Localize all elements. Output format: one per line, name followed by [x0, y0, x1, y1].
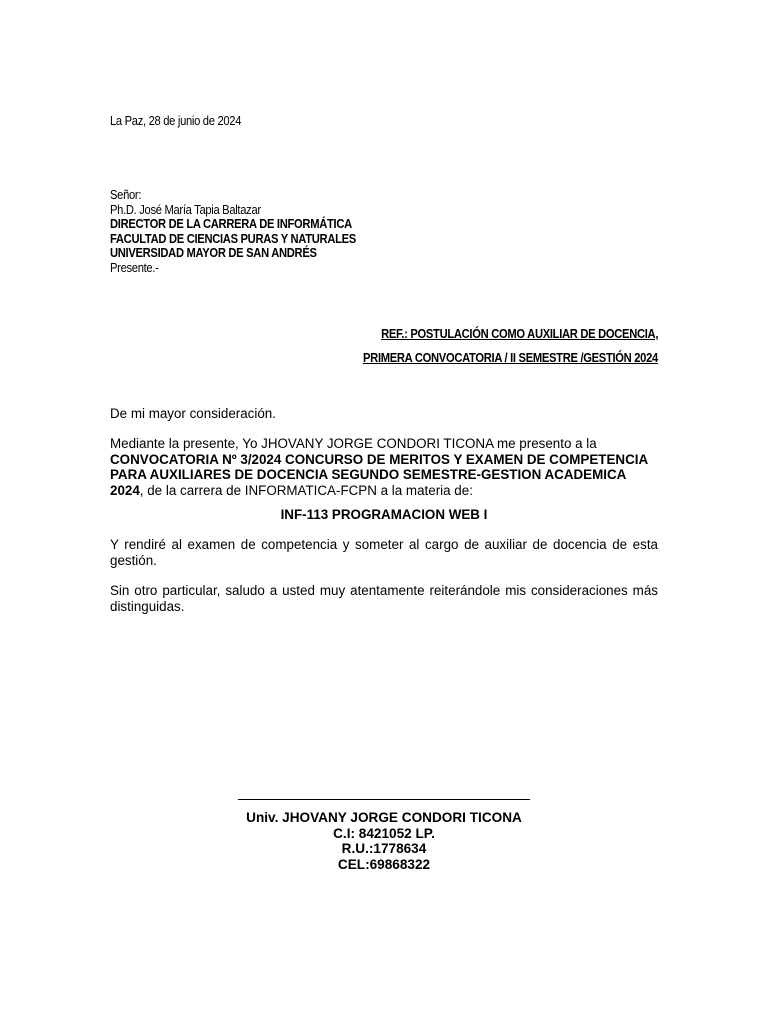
course-subject: INF-113 PROGRAMACION WEB I	[280, 507, 488, 522]
paragraph-outro: , de la carrera de INFORMATICA-FCPN a la materia de:	[139, 482, 473, 498]
recipient-title: DIRECTOR DE LA CARRERA DE INFORMÁTICA	[110, 216, 352, 232]
letter-date: La Paz, 28 de junio de 2024	[110, 113, 242, 128]
paragraph-closing: Sin otro particular, saludo a usted muy atentamente reiterándole mis consideraciones más distinguidas.	[110, 583, 658, 614]
paragraph-intro: Mediante la presente, Yo JHOVANY JORGE CONDORI TICONA me presento a la	[110, 436, 597, 451]
recipient-salutation: Señor:	[110, 187, 142, 202]
recipient-university: UNIVERSIDAD MAYOR DE SAN ANDRÉS	[110, 245, 317, 261]
signature-cel: CEL:69868322	[337, 856, 431, 872]
paragraph-exam: Y rendiré al examen de competencia y someter al cargo de auxiliar de docencia de esta gestión.	[110, 537, 658, 568]
signature-name: Univ. JHOVANY JORGE CONDORI TICONA	[246, 810, 522, 825]
recipient-faculty: FACULTAD DE CIENCIAS PURAS Y NATURALES	[110, 230, 356, 246]
paragraph-application	[110, 436, 658, 498]
convocatoria-title: CONVOCATORIA Nº 3/2024 CONCURSO DE MERITOS Y EXAMEN DE COMPETENCIA PARA AUXILIARES DE DOCENCIA SEGUNDO SEMESTRE-GESTION ACADEMICA 2024	[110, 451, 648, 498]
signature-line	[238, 799, 530, 800]
signature-block	[110, 810, 658, 872]
reference-line-1: REF.: POSTULACIÓN COMO AUXILIAR DE DOCENCIA,	[380, 326, 658, 341]
recipient-block	[110, 188, 356, 276]
recipient-presente: Presente.-	[110, 259, 159, 275]
signature-ci: C.I: 8421052 LP.	[333, 825, 435, 841]
reference-line-2: PRIMERA CONVOCATORIA / II SEMESTRE /GESTIÓN 2024	[363, 350, 658, 365]
signature-ru: R.U.:1778634	[341, 841, 427, 857]
recipient-name: Ph.D. José María Tapia Baltazar	[110, 201, 261, 217]
greeting: De mi mayor consideración.	[110, 406, 276, 421]
